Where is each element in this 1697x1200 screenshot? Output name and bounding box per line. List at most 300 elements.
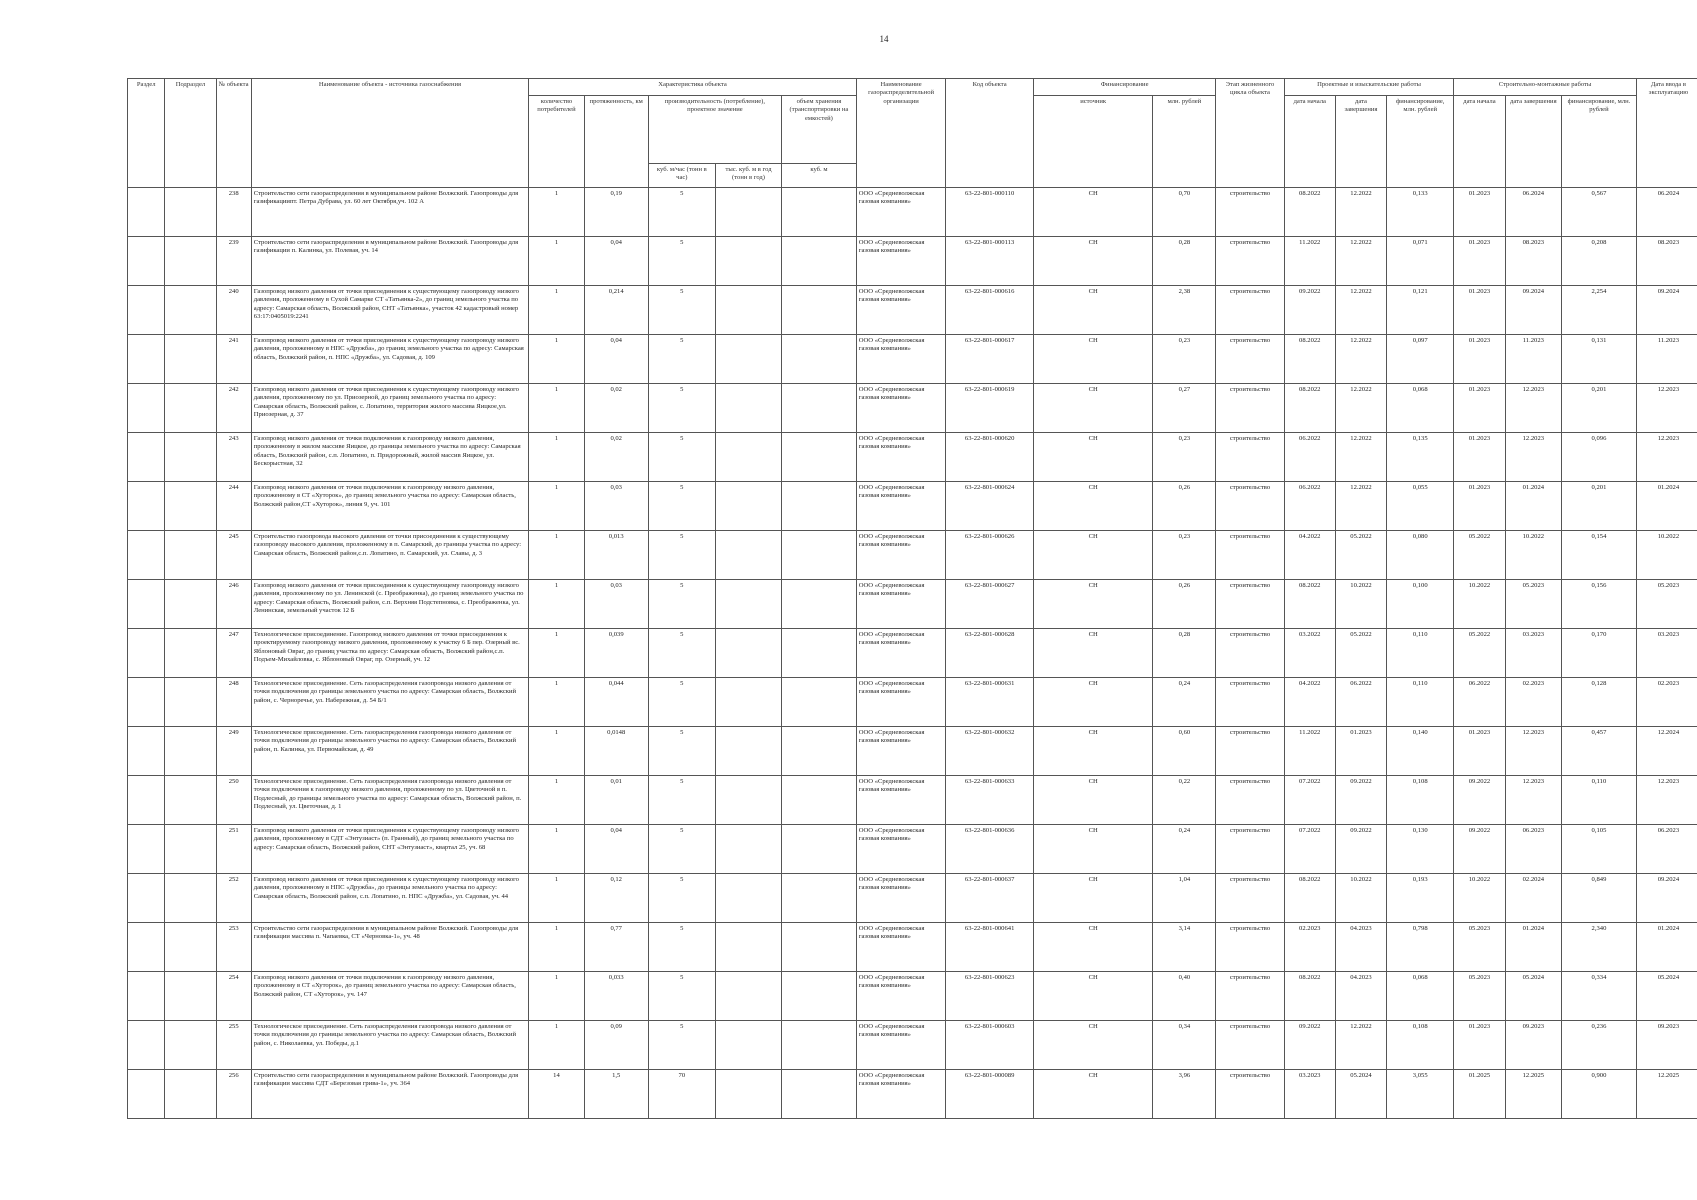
cell-length: 0,033: [584, 972, 648, 1021]
table-row: [128, 923, 1697, 972]
cell-organization: ООО «Средневолжская газовая компания»: [856, 286, 946, 335]
cell-design-financing: 0,110: [1387, 678, 1454, 727]
cell-object-code: 63-22-801-000110: [946, 188, 1034, 237]
cell-capacity-hour: 5: [648, 237, 715, 286]
cell-stage: строительство: [1216, 1070, 1284, 1119]
cell-design-finish: 12.2022: [1335, 335, 1386, 384]
cell-capacity-year: [715, 482, 781, 531]
cell-financing-mln: 0,24: [1153, 678, 1216, 727]
table-row: [128, 1021, 1697, 1070]
cell-podrazdel: [165, 1021, 216, 1070]
cell-podrazdel: [165, 531, 216, 580]
cell-podrazdel: [165, 629, 216, 678]
cell-construction-financing: 0,105: [1562, 825, 1637, 874]
cell-stage: строительство: [1216, 923, 1284, 972]
header-unit-m3: куб. м: [782, 164, 857, 188]
cell-design-financing: 0,100: [1387, 580, 1454, 629]
cell-podrazdel: [165, 776, 216, 825]
cell-length: 0,04: [584, 237, 648, 286]
cell-financing-source: СН: [1033, 237, 1153, 286]
cell-capacity-year: [715, 237, 781, 286]
cell-capacity-year: [715, 1021, 781, 1070]
cell-financing-mln: 0,70: [1153, 188, 1216, 237]
cell-capacity-year: [715, 678, 781, 727]
header-financing: Финансирование: [1033, 79, 1215, 96]
cell-financing-mln: 0,40: [1153, 972, 1216, 1021]
cell-organization: ООО «Средневолжская газовая компания»: [856, 874, 946, 923]
header-razdel: Раздел: [128, 79, 165, 188]
cell-length: 0,77: [584, 923, 648, 972]
header-object-number: № объекта: [216, 79, 251, 188]
cell-construction-finish: 02.2024: [1505, 874, 1562, 923]
cell-design-financing: 0,108: [1387, 1021, 1454, 1070]
cell-commission-date: 12.2023: [1636, 384, 1697, 433]
cell-organization: ООО «Средневолжская газовая компания»: [856, 629, 946, 678]
cell-stage: строительство: [1216, 972, 1284, 1021]
cell-design-start: 03.2022: [1284, 629, 1335, 678]
cell-capacity-hour: 5: [648, 482, 715, 531]
cell-design-start: 08.2022: [1284, 384, 1335, 433]
cell-financing-source: СН: [1033, 1021, 1153, 1070]
cell-length: 0,02: [584, 384, 648, 433]
cell-design-financing: 0,071: [1387, 237, 1454, 286]
cell-razdel: [128, 531, 165, 580]
cell-design-start: 11.2022: [1284, 237, 1335, 286]
cell-construction-finish: 12.2023: [1505, 727, 1562, 776]
header-podrazdel: Подраздел: [165, 79, 216, 188]
header-length: протяженность, км: [584, 96, 648, 188]
cell-organization: ООО «Средневолжская газовая компания»: [856, 482, 946, 531]
cell-construction-financing: 0,156: [1562, 580, 1637, 629]
cell-consumers: 1: [529, 482, 584, 531]
cell-construction-financing: 0,457: [1562, 727, 1637, 776]
cell-commission-date: 01.2024: [1636, 923, 1697, 972]
cell-design-financing: 0,140: [1387, 727, 1454, 776]
header-object-name: Наименование объекта - источника газоснабжения: [251, 79, 528, 188]
cell-storage: [782, 286, 857, 335]
cell-object-name: Строительство сети газораспределения в муниципальном районе Волжский. Газопроводы для газификации массива СДТ «Березовая грива-1», уч. 364: [251, 1070, 528, 1119]
page-number: 14: [879, 34, 889, 44]
cell-commission-date: 03.2023: [1636, 629, 1697, 678]
cell-commission-date: 06.2024: [1636, 188, 1697, 237]
cell-podrazdel: [165, 237, 216, 286]
cell-construction-financing: 0,236: [1562, 1021, 1637, 1070]
cell-razdel: [128, 286, 165, 335]
cell-stage: строительство: [1216, 433, 1284, 482]
cell-podrazdel: [165, 923, 216, 972]
cell-consumers: 1: [529, 923, 584, 972]
cell-financing-mln: 0,34: [1153, 1021, 1216, 1070]
cell-capacity-year: [715, 188, 781, 237]
cell-financing-source: СН: [1033, 727, 1153, 776]
cell-podrazdel: [165, 286, 216, 335]
cell-commission-date: 12.2025: [1636, 1070, 1697, 1119]
cell-capacity-year: [715, 727, 781, 776]
table-row: [128, 972, 1697, 1021]
cell-consumers: 1: [529, 384, 584, 433]
cell-consumers: 1: [529, 874, 584, 923]
cell-design-start: 09.2022: [1284, 286, 1335, 335]
cell-capacity-hour: 5: [648, 874, 715, 923]
cell-consumers: 1: [529, 580, 584, 629]
header-design-finish: дата завершения: [1335, 96, 1386, 188]
cell-design-financing: 0,108: [1387, 776, 1454, 825]
cell-construction-start: 10.2022: [1454, 874, 1505, 923]
cell-razdel: [128, 384, 165, 433]
cell-capacity-hour: 5: [648, 1021, 715, 1070]
cell-construction-finish: 02.2023: [1505, 678, 1562, 727]
cell-razdel: [128, 335, 165, 384]
cell-storage: [782, 923, 857, 972]
table-row: [128, 237, 1697, 286]
cell-consumers: 1: [529, 727, 584, 776]
cell-financing-source: СН: [1033, 629, 1153, 678]
cell-construction-start: 01.2023: [1454, 1021, 1505, 1070]
cell-storage: [782, 629, 857, 678]
cell-commission-date: 09.2024: [1636, 874, 1697, 923]
cell-stage: строительство: [1216, 482, 1284, 531]
cell-design-start: 08.2022: [1284, 188, 1335, 237]
cell-design-finish: 12.2022: [1335, 384, 1386, 433]
cell-razdel: [128, 237, 165, 286]
cell-design-start: 02.2023: [1284, 923, 1335, 972]
cell-financing-source: СН: [1033, 776, 1153, 825]
cell-design-finish: 12.2022: [1335, 237, 1386, 286]
cell-financing-source: СН: [1033, 384, 1153, 433]
cell-storage: [782, 482, 857, 531]
cell-construction-finish: 03.2023: [1505, 629, 1562, 678]
cell-object-code: 63-22-801-000627: [946, 580, 1034, 629]
cell-capacity-hour: 5: [648, 776, 715, 825]
cell-object-code: 63-22-801-000619: [946, 384, 1034, 433]
cell-object-number: 252: [216, 874, 251, 923]
cell-capacity-hour: 5: [648, 433, 715, 482]
cell-podrazdel: [165, 482, 216, 531]
cell-organization: ООО «Средневолжская газовая компания»: [856, 580, 946, 629]
cell-object-code: 63-22-801-000631: [946, 678, 1034, 727]
table-row: [128, 286, 1697, 335]
cell-design-finish: 06.2022: [1335, 678, 1386, 727]
header-characteristics: Характеристика объекта: [529, 79, 857, 96]
cell-storage: [782, 237, 857, 286]
cell-object-name: Технологическое присоединение. Сеть газораспределения газопровода низкого давления от точки подключения до границы земельного участка по адресу: Самарская область, Волжский район, п. Калинка, ул. Первомайская, д. 49: [251, 727, 528, 776]
cell-construction-start: 09.2022: [1454, 776, 1505, 825]
cell-construction-start: 01.2023: [1454, 335, 1505, 384]
cell-object-name: Газопровод низкого давления от точки присоединения к существующему газопроводу низкого давления, проложенному по ул. Приозерной, до границ земельного участка по адресу: Самарская область, Волжский район, с. Лопатино, территория жилого массива Яицкое,ул. Приозерная, д. 37: [251, 384, 528, 433]
cell-podrazdel: [165, 384, 216, 433]
cell-construction-financing: 0,567: [1562, 188, 1637, 237]
cell-stage: строительство: [1216, 874, 1284, 923]
cell-consumers: 1: [529, 825, 584, 874]
cell-object-number: 243: [216, 433, 251, 482]
cell-razdel: [128, 1070, 165, 1119]
cell-capacity-year: [715, 335, 781, 384]
cell-financing-source: СН: [1033, 335, 1153, 384]
header-construction-finish: дата завершения: [1505, 96, 1562, 188]
cell-design-start: 08.2022: [1284, 874, 1335, 923]
cell-object-code: 63-22-801-000628: [946, 629, 1034, 678]
cell-object-code: 63-22-801-000641: [946, 923, 1034, 972]
cell-capacity-year: [715, 972, 781, 1021]
cell-storage: [782, 727, 857, 776]
cell-capacity-hour: 5: [648, 384, 715, 433]
cell-design-financing: 0,135: [1387, 433, 1454, 482]
cell-object-code: 63-22-801-000623: [946, 972, 1034, 1021]
cell-construction-start: 01.2023: [1454, 286, 1505, 335]
cell-razdel: [128, 776, 165, 825]
cell-length: 0,19: [584, 188, 648, 237]
cell-financing-source: СН: [1033, 874, 1153, 923]
cell-razdel: [128, 825, 165, 874]
cell-razdel: [128, 433, 165, 482]
cell-construction-financing: 0,201: [1562, 384, 1637, 433]
cell-design-start: 07.2022: [1284, 825, 1335, 874]
cell-object-code: 63-22-801-000632: [946, 727, 1034, 776]
cell-razdel: [128, 188, 165, 237]
cell-design-finish: 09.2022: [1335, 776, 1386, 825]
cell-commission-date: 12.2024: [1636, 727, 1697, 776]
cell-consumers: 1: [529, 972, 584, 1021]
table-row: [128, 531, 1697, 580]
cell-financing-source: СН: [1033, 923, 1153, 972]
cell-construction-finish: 01.2024: [1505, 923, 1562, 972]
cell-consumers: 1: [529, 335, 584, 384]
cell-design-finish: 10.2022: [1335, 874, 1386, 923]
cell-object-name: Технологическое присоединение. Сеть газораспределения газопровода низкого давления от точки подключения до границы земельного участка по адресу: Самарская область, Волжский район, с. Николаевка, ул. Победы, д.1: [251, 1021, 528, 1070]
cell-organization: ООО «Средневолжская газовая компания»: [856, 1021, 946, 1070]
cell-design-finish: 10.2022: [1335, 580, 1386, 629]
cell-construction-financing: 0,849: [1562, 874, 1637, 923]
cell-construction-financing: 0,096: [1562, 433, 1637, 482]
cell-storage: [782, 335, 857, 384]
cell-razdel: [128, 874, 165, 923]
cell-object-name: Газопровод низкого давления от точки подключения к газопроводу низкого давления, проложенному в СТ «Хуторок», до границ земельного участка по адресу: Самарская область, Волжский район, СТ «Хуторок», уч. 147: [251, 972, 528, 1021]
cell-design-financing: 0,121: [1387, 286, 1454, 335]
table-row: [128, 188, 1697, 237]
cell-construction-financing: 2,254: [1562, 286, 1637, 335]
cell-podrazdel: [165, 433, 216, 482]
cell-object-code: 63-22-801-000616: [946, 286, 1034, 335]
cell-object-code: 63-22-801-000113: [946, 237, 1034, 286]
cell-financing-source: СН: [1033, 1070, 1153, 1119]
cell-object-name: Газопровод низкого давления от точки подключения к газопроводу низкого давления, проложенному в СТ «Хуторок», до границ земельного участка по адресу: Самарская область, Волжский район,СТ «Хуторок», линия 9, уч. 101: [251, 482, 528, 531]
cell-financing-source: СН: [1033, 286, 1153, 335]
cell-capacity-hour: 70: [648, 1070, 715, 1119]
cell-construction-start: 09.2022: [1454, 825, 1505, 874]
cell-razdel: [128, 629, 165, 678]
cell-organization: ООО «Средневолжская газовая компания»: [856, 727, 946, 776]
cell-razdel: [128, 727, 165, 776]
cell-razdel: [128, 482, 165, 531]
cell-financing-source: СН: [1033, 580, 1153, 629]
cell-object-number: 241: [216, 335, 251, 384]
cell-commission-date: 01.2024: [1636, 482, 1697, 531]
cell-consumers: 1: [529, 188, 584, 237]
table-row: [128, 727, 1697, 776]
cell-length: 0,0148: [584, 727, 648, 776]
cell-financing-mln: 0,23: [1153, 433, 1216, 482]
header-storage: объем хранения (транспортировки на емкостей): [782, 96, 857, 164]
cell-stage: строительство: [1216, 384, 1284, 433]
cell-length: 1,5: [584, 1070, 648, 1119]
cell-consumers: 14: [529, 1070, 584, 1119]
cell-stage: строительство: [1216, 580, 1284, 629]
cell-object-number: 250: [216, 776, 251, 825]
cell-object-number: 254: [216, 972, 251, 1021]
cell-construction-financing: 0,208: [1562, 237, 1637, 286]
cell-construction-financing: 2,340: [1562, 923, 1637, 972]
cell-razdel: [128, 972, 165, 1021]
cell-storage: [782, 433, 857, 482]
cell-design-start: 09.2022: [1284, 1021, 1335, 1070]
cell-object-code: 63-22-801-000636: [946, 825, 1034, 874]
cell-construction-financing: 0,131: [1562, 335, 1637, 384]
cell-design-finish: 12.2022: [1335, 482, 1386, 531]
cell-stage: строительство: [1216, 825, 1284, 874]
cell-design-finish: 12.2022: [1335, 1021, 1386, 1070]
cell-storage: [782, 678, 857, 727]
cell-object-name: Газопровод низкого давления от точки присоединения к существующему газопроводу низкого давления, проложенному по ул. Ленинской (с. Преображенка), до границ земельного участка по адресу: Самарская область, Волжский район, с.п. Верхняя Подстепновка, с. Преображенка, ул. Ленинская, земельный участок 12 Б: [251, 580, 528, 629]
cell-object-number: 251: [216, 825, 251, 874]
cell-podrazdel: [165, 580, 216, 629]
cell-storage: [782, 874, 857, 923]
header-construction-works: Строительно-монтажные работы: [1454, 79, 1636, 96]
cell-construction-start: 06.2022: [1454, 678, 1505, 727]
cell-storage: [782, 384, 857, 433]
cell-capacity-year: [715, 580, 781, 629]
cell-design-financing: 0,130: [1387, 825, 1454, 874]
cell-design-start: 08.2022: [1284, 580, 1335, 629]
cell-object-name: Газопровод низкого давления от точки присоединения к существующему газопроводу низкого давления, проложенному в НПС «Дружба», до границ земельного участка по адресу: Самарская область, Волжский район, п. НПС «Дружба», ул. Садовая, д. 109: [251, 335, 528, 384]
cell-podrazdel: [165, 1070, 216, 1119]
cell-capacity-hour: 5: [648, 727, 715, 776]
cell-design-financing: 0,133: [1387, 188, 1454, 237]
cell-capacity-year: [715, 874, 781, 923]
cell-consumers: 1: [529, 433, 584, 482]
cell-capacity-hour: 5: [648, 286, 715, 335]
cell-object-number: 253: [216, 923, 251, 972]
cell-construction-start: 10.2022: [1454, 580, 1505, 629]
cell-capacity-year: [715, 433, 781, 482]
cell-financing-source: СН: [1033, 972, 1153, 1021]
cell-organization: ООО «Средневолжская газовая компания»: [856, 531, 946, 580]
cell-commission-date: 11.2023: [1636, 335, 1697, 384]
cell-razdel: [128, 923, 165, 972]
cell-financing-mln: 3,14: [1153, 923, 1216, 972]
table-row: [128, 776, 1697, 825]
cell-consumers: 1: [529, 531, 584, 580]
cell-storage: [782, 580, 857, 629]
cell-capacity-hour: 5: [648, 531, 715, 580]
cell-construction-start: 01.2023: [1454, 433, 1505, 482]
cell-object-number: 238: [216, 188, 251, 237]
cell-design-finish: 01.2023: [1335, 727, 1386, 776]
cell-design-finish: 05.2022: [1335, 629, 1386, 678]
header-design-start: дата начала: [1284, 96, 1335, 188]
cell-stage: строительство: [1216, 531, 1284, 580]
cell-object-name: Строительство газопровода высокого давления от точки присоединения к существующему газопроводу высокого давления, проложенному в п. Самарский, до границы участка по адресу: Самарская область, Волжский район,с.п. Лопатино, п. Самарский, ул. Славы, д. 3: [251, 531, 528, 580]
cell-financing-mln: 0,26: [1153, 580, 1216, 629]
cell-design-start: 11.2022: [1284, 727, 1335, 776]
cell-organization: ООО «Средневолжская газовая компания»: [856, 335, 946, 384]
cell-commission-date: 09.2023: [1636, 1021, 1697, 1070]
cell-design-finish: 05.2024: [1335, 1070, 1386, 1119]
cell-organization: ООО «Средневолжская газовая компания»: [856, 237, 946, 286]
cell-commission-date: 10.2022: [1636, 531, 1697, 580]
header-unit-th-m3-year: тыс. куб. м в год (тонн в год): [715, 164, 781, 188]
cell-financing-source: СН: [1033, 531, 1153, 580]
cell-consumers: 1: [529, 776, 584, 825]
cell-construction-start: 05.2023: [1454, 923, 1505, 972]
cell-design-finish: 05.2022: [1335, 531, 1386, 580]
cell-design-financing: 0,097: [1387, 335, 1454, 384]
header-commission-date: Дата ввода в эксплуатацию: [1636, 79, 1697, 188]
cell-object-name: Газопровод низкого давления от точки присоединения к существующему газопроводу низкого давления, проложенному в Сухой Самарке СТ «Татьянка-2», до границ земельного участка по адресу: Самарская область, Волжский район, СНТ «Татьянка», участок 42 кадастровый номер 63:17:0405019:2241: [251, 286, 528, 335]
cell-commission-date: 09.2024: [1636, 286, 1697, 335]
cell-design-finish: 12.2022: [1335, 188, 1386, 237]
cell-object-name: Технологическое присоединение. Сеть газораспределения газопровода низкого давления от точки подключения к газопроводу низкого давления, проложенному по ул. Цветочной в п. Подлесный, до границы земельного участка по адресу: Самарская область, Волжский район, п. Подлесный, ул. Цветочная, д. 1: [251, 776, 528, 825]
cell-construction-financing: 0,128: [1562, 678, 1637, 727]
cell-construction-start: 01.2025: [1454, 1070, 1505, 1119]
cell-commission-date: 12.2023: [1636, 433, 1697, 482]
cell-construction-start: 05.2022: [1454, 629, 1505, 678]
header-capacity: производительность (потребление), проектное значение: [648, 96, 781, 164]
cell-length: 0,03: [584, 580, 648, 629]
cell-capacity-year: [715, 923, 781, 972]
cell-object-number: 244: [216, 482, 251, 531]
header-unit-m3-hour: куб. м/час (тонн в час): [648, 164, 715, 188]
cell-organization: ООО «Средневолжская газовая компания»: [856, 972, 946, 1021]
cell-object-number: 239: [216, 237, 251, 286]
cell-commission-date: 12.2023: [1636, 776, 1697, 825]
cell-object-number: 256: [216, 1070, 251, 1119]
cell-object-number: 246: [216, 580, 251, 629]
cell-organization: ООО «Средневолжская газовая компания»: [856, 825, 946, 874]
cell-financing-source: СН: [1033, 678, 1153, 727]
cell-capacity-year: [715, 825, 781, 874]
cell-construction-finish: 06.2023: [1505, 825, 1562, 874]
cell-object-number: 249: [216, 727, 251, 776]
cell-object-number: 240: [216, 286, 251, 335]
cell-length: 0,12: [584, 874, 648, 923]
cell-organization: ООО «Средневолжская газовая компания»: [856, 1070, 946, 1119]
cell-construction-finish: 05.2023: [1505, 580, 1562, 629]
cell-construction-finish: 12.2023: [1505, 433, 1562, 482]
cell-financing-mln: 0,60: [1153, 727, 1216, 776]
cell-organization: ООО «Средневолжская газовая компания»: [856, 188, 946, 237]
cell-length: 0,01: [584, 776, 648, 825]
cell-construction-finish: 12.2023: [1505, 384, 1562, 433]
cell-stage: строительство: [1216, 1021, 1284, 1070]
header-financing-source: источник: [1033, 96, 1153, 188]
cell-consumers: 1: [529, 1021, 584, 1070]
cell-capacity-hour: 5: [648, 580, 715, 629]
cell-storage: [782, 1021, 857, 1070]
cell-organization: ООО «Средневолжская газовая компания»: [856, 384, 946, 433]
cell-stage: строительство: [1216, 678, 1284, 727]
cell-object-number: 242: [216, 384, 251, 433]
cell-consumers: 1: [529, 286, 584, 335]
cell-podrazdel: [165, 188, 216, 237]
table-row: [128, 580, 1697, 629]
cell-object-name: Газопровод низкого давления от точки присоединения к существующему газопроводу низкого давления, проложенному в НПС «Дружба», до границы земельного участка по адресу: Самарская область, Волжский район, с.п. Лопатино, п. НПС «Дружба», ул. Садовая, уч. 44: [251, 874, 528, 923]
cell-construction-finish: 09.2024: [1505, 286, 1562, 335]
cell-commission-date: 05.2024: [1636, 972, 1697, 1021]
cell-commission-date: 05.2023: [1636, 580, 1697, 629]
cell-object-code: 63-22-801-000603: [946, 1021, 1034, 1070]
cell-podrazdel: [165, 335, 216, 384]
cell-length: 0,09: [584, 1021, 648, 1070]
